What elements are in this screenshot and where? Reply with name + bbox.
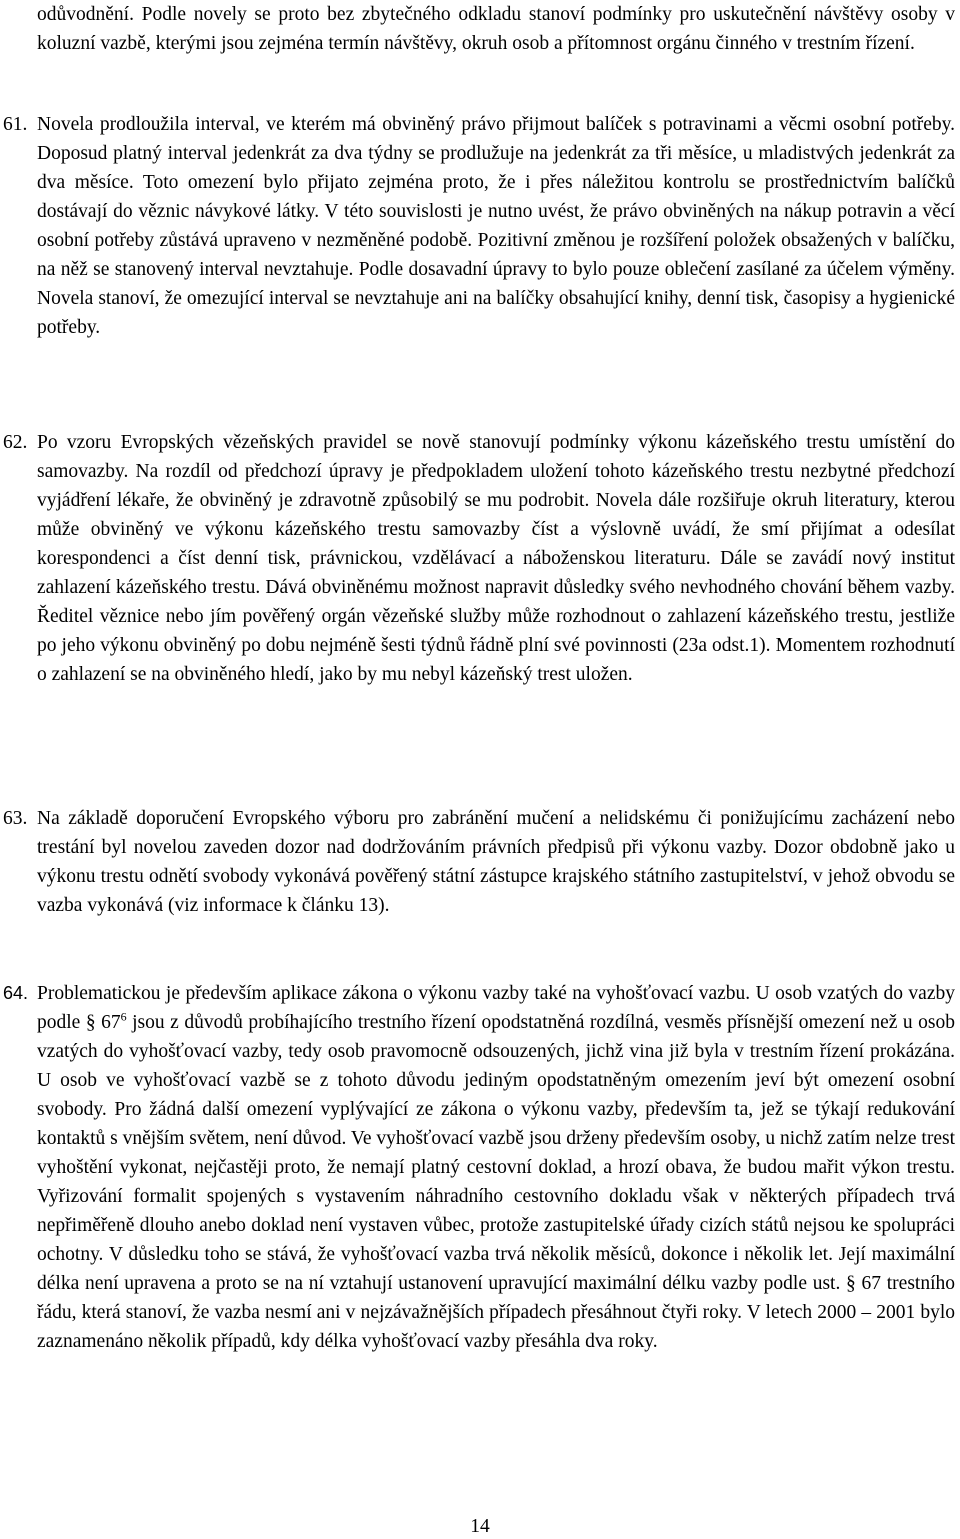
paragraph-text-part: jsou z důvodů probíhajícího trestního řízení opodstatněná rozdílná, vesměs přísnější omezení než u osob vzatých do vyhošťovací vazby, tedy osob pravomocně odsouzených, jichž vina již byla v trestním řízení prokázána. U osob ve vyhošťovací vazbě se z tohoto důvodu jediným opodstatněným omezením jeví být omezení osobní svobody. Pro žádná další omezení vyplývající ze zákona o výkonu vazby, především ta, jež se týkají redukování kontaktů s vnějším světem, není důvod. Ve vyhošťovací vazbě jsou drženy především osoby, u nichž zatím nelze trest vyhoštění vykonat, nejčastěji proto, že nemají platný cestovní doklad, a hrozí obava, že budou mařit výkon trestu. Vyřizování formalit spojených s vystavením náhradního cestovního dokladu však v některých případech trvá nepřiměřeně dlouho anebo doklad není vystaven vůbec, protože zastupitelské úřady cizích států nejsou ke spolupráci ochotny. V důsledku toho se stává, že vyhošťovací vazba trvá několik měsíců, dokonce i několik let. Její maximální délka není upravena a proto se na ní vztahují ustanovení upravující maximální délku vazby podle ust. § 67 trestního řádu, která stanoví, že vazba nesmí ani v nejzávažnějších případech přesáhnout čtyři roky. V letech 2000 – 2001 bylo zaznamenáno několik případů, kdy délka vyhošťovací vazby přesáhla dva roky. <box>37 1012 956 1352</box>
page-number: 14 <box>470 1516 490 1537</box>
paragraph-number: 61. <box>3 114 28 135</box>
intro-paragraph: odůvodnění. Podle novely se proto bez zbytečného odkladu stanoví podmínky pro uskutečnění návštěvy osoby v koluzní vazbě, kterými jsou zejména termín návštěvy, okruh osob a přítomnost orgánu činného v trestním řízení. <box>37 4 955 54</box>
paragraph-number: 62. <box>3 432 28 453</box>
paragraph-text <box>37 979 955 1356</box>
paragraph-text: Po vzoru Evropských vězeňských pravidel se nově stanovují podmínky výkonu kázeňského trestu umístění do samovazby. Na rozdíl od předchozí úpravy je předpokladem uložení tohoto kázeňského trestu nezbytné předchozí vyjádření lékaře, že obviněný je zdravotně způsobilý se mu podrobit. Novela dále rozšiřuje okruh literatury, kterou může obviněný ve výkonu kázeňského trestu samovazby číst a výslovně uvádí, že smí přijímat a odesílat korespondenci a číst denní tisk, právnickou, vzdělávací a náboženskou literaturu. Dále se zavádí nový institut zahlazení kázeňského trestu. Dává obviněnému možnost napravit důsledky svého nevhodného chování během vazby. Ředitel věznice nebo jím pověřený orgán vězeňské služby může rozhodnout o zahlazení kázeňského trestu, jestliže po jeho výkonu obviněný po dobu nejméně šesti týdnů řádně plní své povinnosti (23a odst.1). Momentem rozhodnutí o zahlazení se na obviněného hledí, jako by mu nebyl kázeňský trest uložen. <box>37 432 955 685</box>
paragraph-text: Na základě doporučení Evropského výboru pro zabránění mučení a nelidskému či ponižujícímu zacházení nebo trestání byl novelou zaveden dozor nad dodržováním právních předpisů při výkonu vazby. Dozor obdobně jako u výkonu trestu odnětí svobody vykonává pověřený státní zástupce krajského státního zastupitelství, v jehož obvodu se vazba vykonává (viz informace k článku 13). <box>37 808 955 916</box>
paragraph-number: 64. <box>3 983 29 1003</box>
paragraph-text: Novela prodloužila interval, ve kterém má obviněný právo přijmout balíček s potravinami a věcmi osobní potřeby. Doposud platný interval jedenkrát za dva týdny se prodlužuje na jedenkrát za tři měsíce, u mladistvých jedenkrát za dva měsíce. Toto omezení bylo přijato zejména proto, že i přes náležitou kontrolu se prostřednictvím balíčků dostávají do věznic návykové látky. V této souvislosti je nutno uvést, že právo obviněných na nákup potravin a věcí osobní potřeby zůstává upraveno v nezměněné podobě. Pozitivní změnou je rozšíření položek obsažených v balíčku, na něž se stanovený interval nevztahuje. Podle dosavadní úpravy to bylo pouze oblečení zasílané za účelem výměny. Novela stanoví, že omezující interval se nevztahuje ani na balíčky obsahující knihy, denní tisk, časopisy a hygienické potřeby. <box>37 114 955 338</box>
paragraph-text-part: Problematickou je především aplikace zákona o výkonu vazby také na vyhošťovací vazbu. U osob vzatých do vazby podle § 67 <box>37 983 955 1033</box>
footnote-reference: 6 <box>120 1009 127 1024</box>
paragraph-number: 63. <box>3 808 28 829</box>
